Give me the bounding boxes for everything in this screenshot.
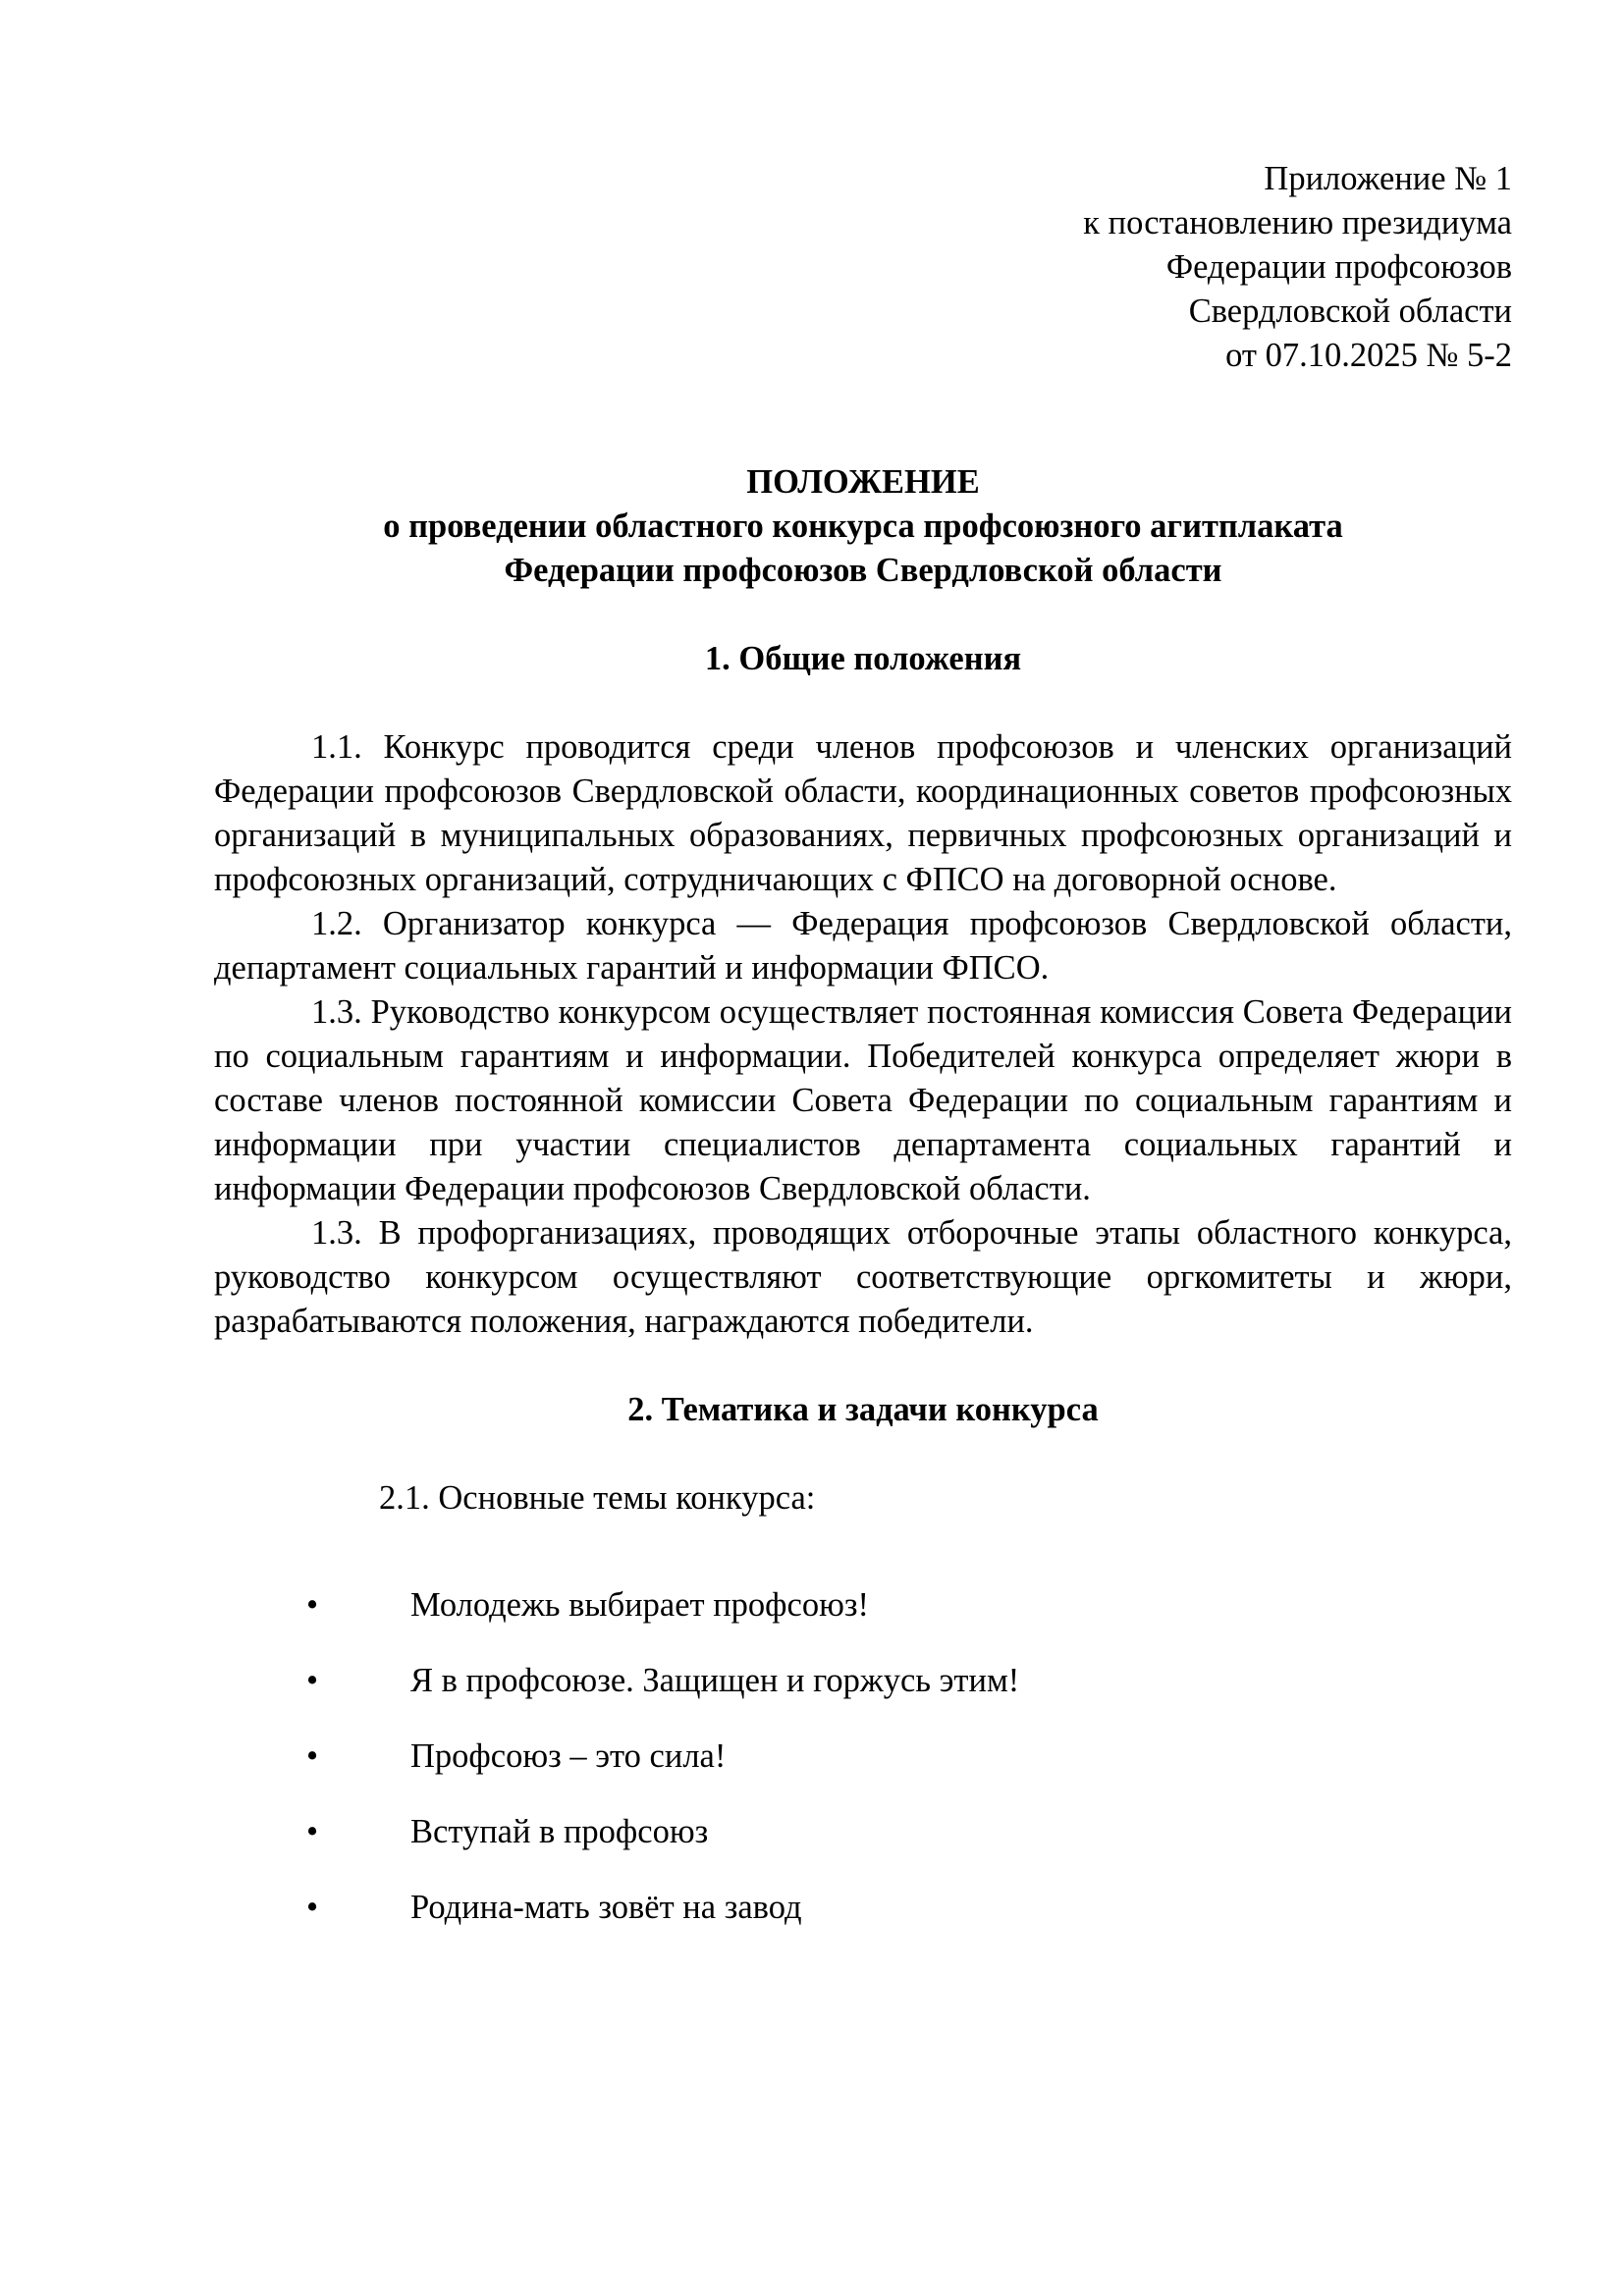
list-item bbox=[214, 1735, 1512, 1779]
theme-text: Вступай в профсоюз bbox=[410, 1813, 709, 1850]
bullet-icon: • bbox=[306, 1737, 319, 1775]
annex-date-number: от 07.10.2025 № 5-2 bbox=[1225, 337, 1512, 374]
title-line-subject: о проведении областного конкурса профсоюзного агитплаката bbox=[383, 507, 1343, 545]
title-line-main: ПОЛОЖЕНИЕ bbox=[746, 463, 980, 501]
title-line-organization: Федерации профсоюзов Свердловской области bbox=[504, 552, 1222, 589]
list-item bbox=[214, 1659, 1512, 1703]
bullet-icon: • bbox=[306, 1813, 319, 1850]
annex-line: к постановлению президиума bbox=[1083, 204, 1512, 241]
annex-line: Свердловской области bbox=[1188, 293, 1512, 330]
bullet-icon: • bbox=[306, 1586, 319, 1624]
annex-reference-block bbox=[214, 157, 1512, 378]
paragraph-1-3-b: 1.3. В профорганизациях, проводящих отборочные этапы областного конкурса, руководство конкурсом осуществляют соответствующие оргкомитеты и жюри, разрабатываются положения, награждаются победители. bbox=[214, 1214, 1512, 1340]
section-1-heading: 1. Общие положения bbox=[704, 640, 1022, 677]
paragraph-1-2: 1.2. Организатор конкурса — Федерация профсоюзов Свердловской области, департамент социальных гарантий и информации ФПСО. bbox=[214, 905, 1512, 987]
theme-text: Я в профсоюзе. Защищен и горжусь этим! bbox=[410, 1662, 1020, 1699]
list-item bbox=[214, 1886, 1512, 1930]
paragraph-2-1-intro: 2.1. Основные темы конкурса: bbox=[379, 1479, 816, 1517]
section-1-body bbox=[214, 725, 1512, 1344]
annex-line: Приложение № 1 bbox=[1264, 160, 1512, 197]
document-page bbox=[214, 157, 1512, 1961]
list-item bbox=[214, 1583, 1512, 1628]
annex-line: Федерации профсоюзов bbox=[1165, 248, 1512, 286]
document-title bbox=[214, 460, 1512, 593]
bullet-icon: • bbox=[306, 1662, 319, 1699]
section-2-heading: 2. Тематика и задачи конкурса bbox=[627, 1391, 1099, 1428]
theme-text: Молодежь выбирает профсоюз! bbox=[410, 1586, 869, 1624]
list-item bbox=[214, 1810, 1512, 1854]
themes-list bbox=[214, 1583, 1512, 1930]
paragraph-1-3: 1.3. Руководство конкурсом осуществляет постоянная комиссия Совета Федерации по социальным гарантиям и информации. Победителей конкурса определяет жюри в составе членов постоянной комиссии Совета Федерации по социальным гарантиям и информации при участии специалистов департамента социальных гарантий и информации Федерации профсоюзов Свердловской области. bbox=[214, 993, 1512, 1207]
bullet-icon: • bbox=[306, 1889, 319, 1926]
paragraph-1-1: 1.1. Конкурс проводится среди членов профсоюзов и членских организаций Федерации профсоюзов Свердловской области, координационных советов профсоюзных организаций в муниципальных образованиях, первичных профсоюзных организаций и профсоюзных организаций, сотрудничающих с ФПСО на договорной основе. bbox=[214, 728, 1512, 898]
theme-text: Профсоюз – это сила! bbox=[410, 1737, 727, 1775]
theme-text: Родина-мать зовёт на завод bbox=[410, 1889, 802, 1926]
